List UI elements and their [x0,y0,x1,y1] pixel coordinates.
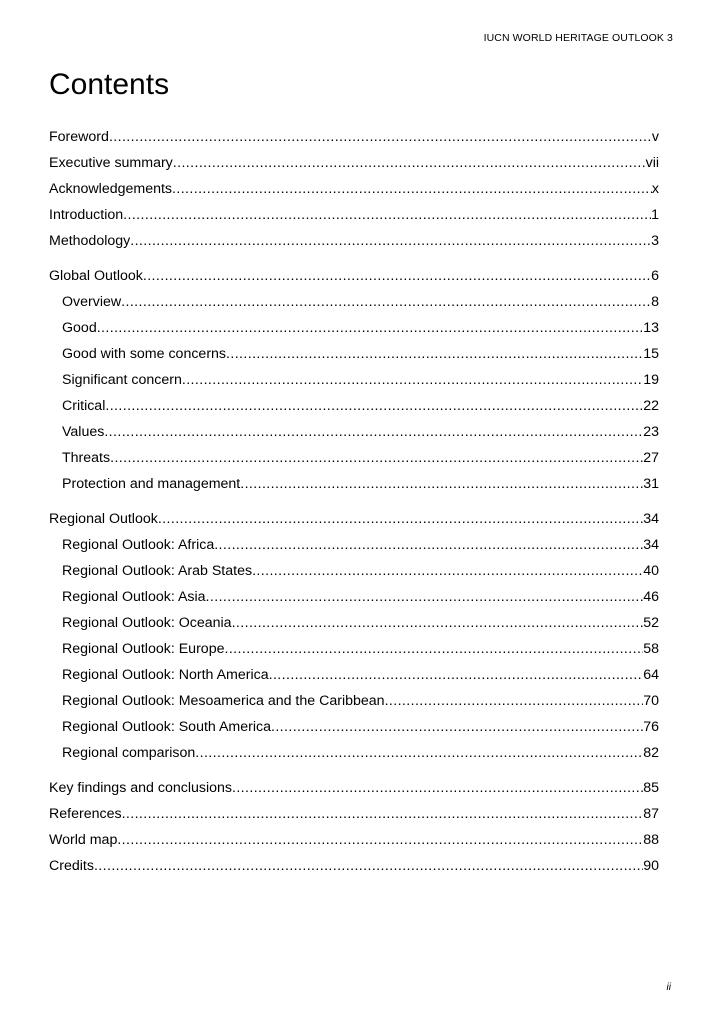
toc-entry-references[interactable] [49,801,659,827]
toc-entry-label: Threats [62,450,111,466]
toc-entry-regional-arab-states[interactable] [49,558,659,584]
toc-leader-dots [172,176,652,202]
toc-leader-dots [94,853,643,879]
toc-entry-label: Regional Outlook: Arab States [62,563,253,579]
toc-entry-label: Regional Outlook: Africa [62,537,215,553]
toc-leader-dots [104,419,643,445]
toc-entry-page: 40 [643,563,659,579]
toc-entry-regional-outlook[interactable] [49,506,659,532]
toc-leader-dots [121,289,651,315]
toc-leader-dots [110,445,643,471]
toc-entry-label: Regional Outlook: Asia [62,589,206,605]
toc-entry-regional-europe[interactable] [49,636,659,662]
toc-entry-values[interactable] [49,419,659,445]
toc-entry-page: 34 [643,537,659,553]
toc-entry-page: 15 [643,346,659,362]
toc-entry-overview[interactable] [49,289,659,315]
toc-leader-dots [143,263,651,289]
toc-entry-page: 52 [643,615,659,631]
toc-entry-page: 19 [643,372,659,388]
toc-leader-dots [97,315,644,341]
toc-entry-significant-concern[interactable] [49,367,659,393]
toc-entry-page: 46 [643,589,659,605]
toc-leader-dots [109,124,652,150]
toc-entry-page: 88 [643,832,659,848]
toc-entry-label: Values [62,424,105,440]
toc-entry-page: 76 [643,719,659,735]
toc-leader-dots [252,558,643,584]
toc-entry-page: 64 [643,667,659,683]
toc-entry-regional-asia[interactable] [49,584,659,610]
toc-entry-page: 87 [643,806,659,822]
toc-entry-page: 13 [643,320,659,336]
toc-leader-dots [173,150,646,176]
toc-entry-credits[interactable] [49,853,659,879]
toc-entry-page: 70 [643,693,659,709]
toc-entry-label: Critical [62,398,106,414]
toc-entry-label: Introduction [49,207,124,223]
toc-entry-label: Foreword [49,129,109,145]
toc-entry-methodology[interactable] [49,228,659,254]
toc-entry-key-findings[interactable] [49,775,659,801]
toc-entry-page: 85 [643,780,659,796]
toc-leader-dots [206,584,644,610]
toc-entry-regional-africa[interactable] [49,532,659,558]
toc-entry-label: Overview [62,294,122,310]
toc-entry-label: Global Outlook [49,268,143,284]
toc-entry-label: Regional comparison [62,745,196,761]
toc-entry-label: Methodology [49,233,131,249]
toc-entry-regional-north-america[interactable] [49,662,659,688]
toc-entry-label: Regional Outlook [49,511,158,527]
toc-entry-executive-summary[interactable] [49,150,659,176]
toc-entry-page: v [651,129,659,145]
toc-leader-dots [385,688,644,714]
toc-entry-page: 58 [643,641,659,657]
toc-entry-label: World map [49,832,118,848]
toc-leader-dots [224,636,643,662]
table-of-contents [49,124,659,879]
toc-leader-dots [232,610,644,636]
toc-entry-label: Regional Outlook: North America [62,667,269,683]
toc-entry-protection-and-management[interactable] [49,471,659,497]
toc-entry-page: vii [645,155,659,171]
toc-leader-dots [240,471,643,497]
page-title: Contents [49,68,170,101]
toc-leader-dots [271,714,643,740]
toc-entry-threats[interactable] [49,445,659,471]
toc-entry-label: Regional Outlook: Europe [62,641,225,657]
toc-entry-page: 3 [651,233,659,249]
toc-entry-page: 90 [643,858,659,874]
toc-leader-dots [182,367,643,393]
toc-entry-regional-oceania[interactable] [49,610,659,636]
toc-entry-regional-mesoamerica-caribbean[interactable] [49,688,659,714]
toc-entry-introduction[interactable] [49,202,659,228]
toc-entry-page: 27 [643,450,659,466]
toc-entry-page: x [651,181,659,197]
toc-leader-dots [158,506,643,532]
toc-entry-page: 23 [643,424,659,440]
toc-entry-regional-comparison[interactable] [49,740,659,766]
toc-entry-good-with-some-concerns[interactable] [49,341,659,367]
toc-entry-global-outlook[interactable] [49,263,659,289]
toc-leader-dots [214,532,643,558]
toc-entry-label: Credits [49,858,94,874]
toc-entry-label: Good [62,320,97,336]
toc-entry-label: Good with some concerns [62,346,227,362]
toc-entry-foreword[interactable] [49,124,659,150]
toc-entry-page: 22 [643,398,659,414]
toc-leader-dots [130,228,651,254]
toc-entry-label: Regional Outlook: Oceania [62,615,232,631]
toc-entry-page: 1 [651,207,659,223]
toc-leader-dots [269,662,644,688]
toc-entry-page: 6 [651,268,659,284]
toc-entry-page: 34 [643,511,659,527]
toc-entry-label: Regional Outlook: South America [62,719,271,735]
toc-entry-critical[interactable] [49,393,659,419]
page-number: ii [666,982,671,993]
running-header: IUCN WORLD HERITAGE OUTLOOK 3 [483,32,673,44]
toc-entry-label: Significant concern [62,372,182,388]
toc-leader-dots [122,801,644,827]
toc-entry-label: Executive summary [49,155,173,171]
toc-entry-acknowledgements[interactable] [49,176,659,202]
toc-leader-dots [105,393,643,419]
toc-entry-label: Key findings and conclusions [49,780,232,796]
toc-entry-label: Regional Outlook: Mesoamerica and the Caribbean [62,693,385,709]
toc-entry-world-map[interactable] [49,827,659,853]
toc-leader-dots [117,827,643,853]
toc-entry-page: 8 [651,294,659,310]
toc-entry-regional-south-america[interactable] [49,714,659,740]
toc-entry-label: Protection and management [62,476,241,492]
toc-leader-dots [226,341,643,367]
toc-entry-page: 82 [643,745,659,761]
toc-leader-dots [123,202,651,228]
toc-entry-label: Acknowledgements [49,181,173,197]
toc-leader-dots [232,775,643,801]
toc-entry-good[interactable] [49,315,659,341]
toc-entry-page: 31 [643,476,659,492]
toc-entry-label: References [49,806,122,822]
toc-leader-dots [195,740,643,766]
